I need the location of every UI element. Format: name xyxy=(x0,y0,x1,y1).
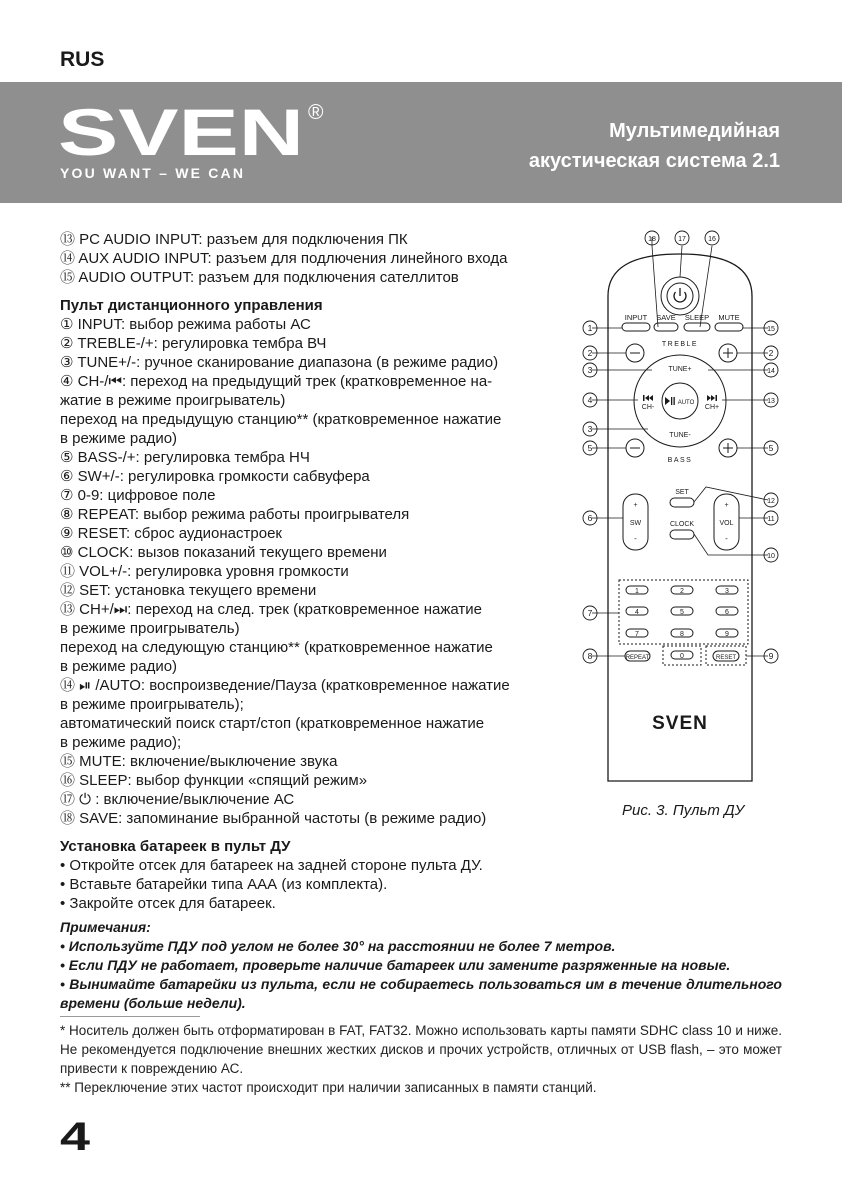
remote-body xyxy=(608,254,752,781)
reset-label: RESET xyxy=(715,655,737,661)
callout-number: 1 xyxy=(587,323,593,333)
list-item: • Вставьте батарейки типа ААА (из комплекта). xyxy=(60,876,388,893)
remote-brand-label: SVEN xyxy=(652,713,708,734)
callout-number: 12 xyxy=(767,498,775,505)
list-item: ① INPUT: выбор режима работы АС xyxy=(60,316,311,333)
list-item: • Закройте отсек для батареек. xyxy=(60,895,276,912)
digit-label: 5 xyxy=(680,609,684,616)
ch-minus-label: CH- xyxy=(641,404,655,411)
remote-control-figure xyxy=(578,226,783,791)
sven-logo xyxy=(58,106,308,162)
callout-number: 7 xyxy=(587,608,593,618)
callout-number: 3 xyxy=(587,424,593,434)
section-heading: Пульт дистанционного управления xyxy=(60,297,323,314)
list-item: в режиме радио) xyxy=(60,430,178,447)
list-item: ⑮ MUTE: включение/выключение звука xyxy=(60,753,338,770)
sw-label: SW xyxy=(629,520,642,527)
callout-number: 6 xyxy=(587,513,593,523)
logo-text: SVEN xyxy=(58,106,304,162)
callout-number: 11 xyxy=(767,516,775,523)
sw-plus-label: + xyxy=(633,502,638,509)
callout-number: 2 xyxy=(587,348,593,358)
list-item: ⑤ BASS-/+: регулировка тембра НЧ xyxy=(60,449,310,466)
note-item: • Если ПДУ не работает, проверьте наличие батареек или замените разряженные на новые. xyxy=(60,957,731,973)
digit-label: 0 xyxy=(680,653,684,660)
callout-number: 8 xyxy=(587,651,593,661)
list-item: ⑬ CH+/⏭: переход на след. трек (кратковременное нажатие xyxy=(60,601,482,618)
clock-label: CLOCK xyxy=(669,521,695,528)
callout-number: 15 xyxy=(767,326,775,333)
vol-plus-label: + xyxy=(724,502,729,509)
note-item: • Используйте ПДУ под углом не более 30° на расстоянии не более 7 метров. xyxy=(60,938,616,954)
tune-minus-label: TUNE- xyxy=(669,432,691,439)
list-item: ⑧ REPEAT: выбор режима работы проигрывателя xyxy=(60,506,410,523)
digit-label: 9 xyxy=(725,631,729,638)
document-title xyxy=(360,116,780,176)
callout-number: 16 xyxy=(708,236,716,243)
callout-number: 18 xyxy=(648,236,656,243)
treble-label: TREBLE xyxy=(661,341,699,348)
set-label: SET xyxy=(675,489,689,496)
callout-number: 3 xyxy=(587,365,593,375)
callout-number: 5 xyxy=(768,443,774,453)
footnote: ** Переключение этих частот происходит при наличии записанных в памяти станций. xyxy=(60,1080,597,1095)
callout-number: 17 xyxy=(678,236,686,243)
digit-label: 3 xyxy=(725,588,729,595)
list-item: ⑬ PC AUDIO INPUT: разъем для подключения ПК xyxy=(60,231,408,248)
list-item: в режиме радио); xyxy=(60,734,182,751)
list-item: жатие в режиме проигрыватель) xyxy=(60,392,286,409)
footnotes xyxy=(60,1021,782,1097)
language-label: RUS xyxy=(60,48,105,71)
list-item: • Откройте отсек для батареек на задней стороне пульта ДУ. xyxy=(60,857,483,874)
vol-label: VOL xyxy=(719,520,734,527)
list-item: ⑨ RESET: сброс аудионастроек xyxy=(60,525,282,542)
sw-minus-label: - xyxy=(634,534,637,543)
list-item: ⑮ AUDIO OUTPUT: разъем для подключения сателлитов xyxy=(60,269,459,286)
callout-number: 4 xyxy=(587,395,593,405)
save-label: SAVE xyxy=(656,313,676,322)
input-label: INPUT xyxy=(624,313,648,322)
callout-number: 14 xyxy=(767,368,775,375)
list-item: ④ CH-/⏮: переход на предыдущий трек (кратковременное на- xyxy=(60,373,493,390)
auto-label: AUTO xyxy=(677,400,695,406)
mute-label: MUTE xyxy=(718,313,740,322)
callout-number: 5 xyxy=(587,443,593,453)
list-item: ⑭ ⏯ /AUTO: воспроизведение/Пауза (кратковременное нажатие xyxy=(60,677,510,694)
digit-label: 8 xyxy=(680,631,684,638)
list-item: переход на следующую станцию** (кратковременное нажатие xyxy=(60,639,493,656)
list-item: ⑦ 0-9: цифровое поле xyxy=(60,487,216,504)
list-item: ⑭ AUX AUDIO INPUT: разъем для подлючения линейного входа xyxy=(60,250,508,267)
list-item: переход на предыдущую станцию** (кратковременное нажатие xyxy=(60,411,502,428)
repeat-label: REPEAT xyxy=(625,655,650,661)
page-number-text: 4 xyxy=(60,1118,92,1154)
list-item: ⑥ SW+/-: регулировка громкости сабвуфера xyxy=(60,468,370,485)
list-item: в режиме радио) xyxy=(60,658,178,675)
callout-number: 13 xyxy=(767,398,775,405)
list-item: ⑯ SLEEP: выбор функции «спящий режим» xyxy=(60,772,368,789)
footnote: * Носитель должен быть отформатирован в FAT, FAT32. Можно использовать карты памяти SDHC class 10 и ниже. Не рекомендуется подключение внешних жестких дисков и прочих устройств, отличных от USB flash, – это может привести к повреждению АС. xyxy=(60,1023,782,1076)
list-item: ② TREBLE-/+: регулировка тембра ВЧ xyxy=(60,335,327,352)
main-text xyxy=(60,230,552,913)
sleep-label: SLEEP xyxy=(684,313,710,322)
list-item: ⑪ VOL+/-: регулировка уровня громкости xyxy=(60,563,349,580)
list-item: автоматический поиск старт/стоп (кратковременное нажатие xyxy=(60,715,485,732)
digit-label: 1 xyxy=(635,588,639,595)
notes-block xyxy=(60,918,782,1013)
tune-plus-label: TUNE+ xyxy=(668,366,692,373)
tagline: YOU WANT – WE CAN xyxy=(60,165,246,181)
callout-number: 9 xyxy=(768,651,774,661)
callout-number: 2 xyxy=(768,348,774,358)
figure-caption: Рис. 3. Пульт ДУ xyxy=(622,802,745,819)
list-item: ⑱ SAVE: запоминание выбранной частоты (в режиме радио) xyxy=(60,810,487,827)
callout-number: 10 xyxy=(767,553,775,560)
digit-label: 4 xyxy=(635,609,639,616)
digit-label: 6 xyxy=(725,609,729,616)
list-item: ⑩ CLOCK: вызов показаний текущего времени xyxy=(60,544,387,561)
list-item: ③ TUNE+/-: ручное сканирование диапазона (в режиме радио) xyxy=(60,354,499,371)
registered-mark: ® xyxy=(308,101,324,124)
list-item: ⑫ SET: установка текущего времени xyxy=(60,582,317,599)
notes-heading: Примечания: xyxy=(60,919,151,935)
vol-minus-label: - xyxy=(725,534,728,543)
footnote-divider xyxy=(60,1016,200,1017)
digit-label: 2 xyxy=(680,588,684,595)
ch-plus-label: CH+ xyxy=(704,404,720,411)
note-item: • Вынимайте батарейки из пульта, если не собираетесь пользоваться им в течение длительного времени (больше недели). xyxy=(60,976,782,1011)
list-item: ⑰ ⏻ : включение/выключение АС xyxy=(60,791,295,808)
section-heading: Установка батареек в пульт ДУ xyxy=(60,838,291,855)
title-line-1: Мультимедийная xyxy=(609,120,780,142)
title-line-2: акустическая система 2.1 xyxy=(528,150,780,172)
list-item: в режиме проигрыватель) xyxy=(60,620,240,637)
digit-label: 7 xyxy=(635,631,639,638)
list-item: в режиме проигрыватель); xyxy=(60,696,244,713)
bass-label: BASS xyxy=(667,457,693,464)
page-number xyxy=(60,1118,100,1154)
